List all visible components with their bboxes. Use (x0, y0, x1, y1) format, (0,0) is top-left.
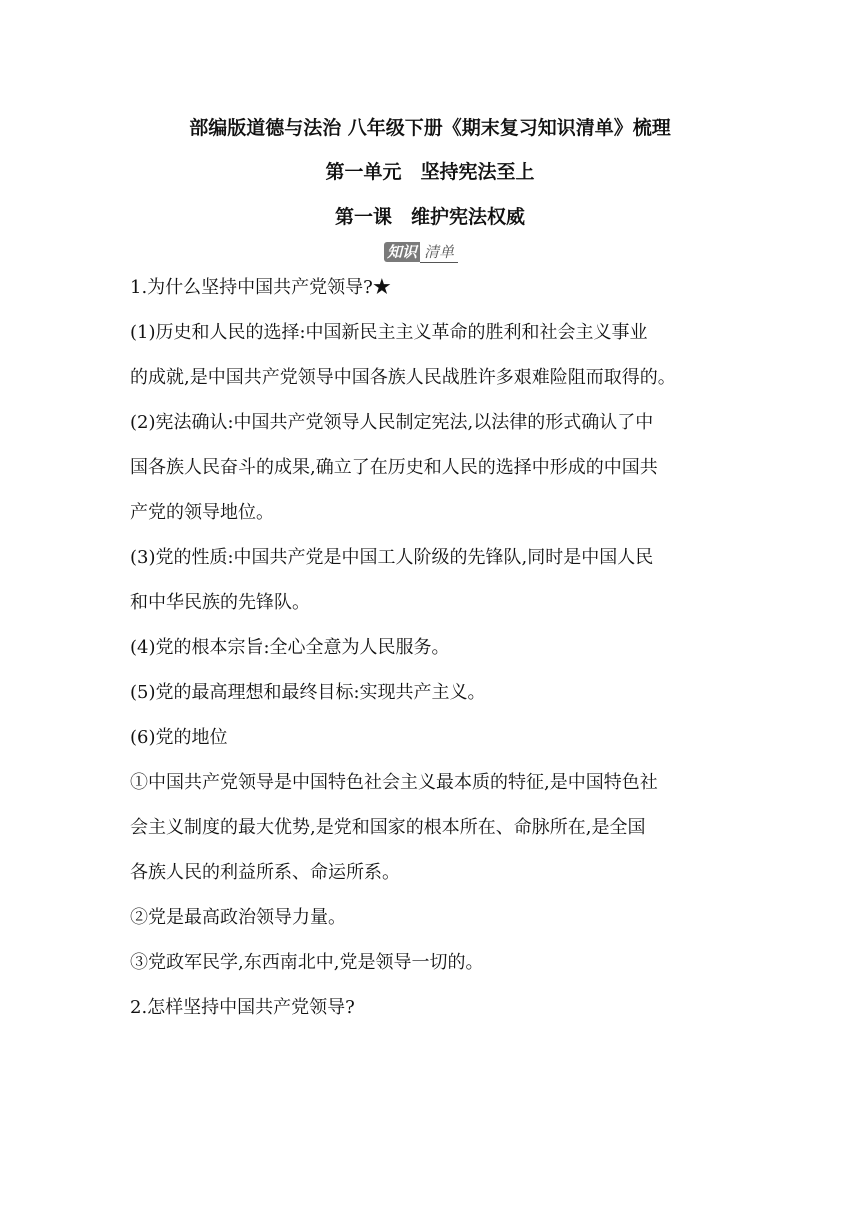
badge-knowledge-label: 知识 (384, 242, 420, 262)
paragraph-line: (6)党的地位 (130, 727, 228, 748)
paragraph-line: 会主义制度的最大优势,是党和国家的根本所在、命脉所在,是全国 (130, 817, 646, 838)
paragraph-line: (5)党的最高理想和最终目标:实现共产主义。 (130, 682, 486, 703)
unit-heading: 第一单元 坚持宪法至上 (325, 161, 535, 183)
paragraph-line: 产党的领导地位。 (130, 502, 274, 523)
question-2: 2.怎样坚持中国共产党领导? (130, 997, 355, 1018)
question-1: 1.为什么坚持中国共产党领导?★ (130, 277, 391, 298)
paragraph-line: 国各族人民奋斗的成果,确立了在历史和人民的选择中形成的中国共 (130, 457, 658, 478)
document-title: 部编版道德与法治 八年级下册《期末复习知识清单》梳理 (189, 117, 671, 139)
paragraph-line: 的成就,是中国共产党领导中国各族人民战胜许多艰难险阻而取得的。 (130, 367, 676, 388)
paragraph-line: (4)党的根本宗旨:全心全意为人民服务。 (130, 637, 450, 658)
paragraph-line: 各族人民的利益所系、命运所系。 (130, 862, 400, 883)
paragraph-line: (2)宪法确认:中国共产党领导人民制定宪法,以法律的形式确认了中 (130, 412, 654, 433)
paragraph-line: (1)历史和人民的选择:中国新民主主义革命的胜利和社会主义事业 (130, 322, 648, 343)
knowledge-list-badge (384, 240, 476, 264)
paragraph-line: ①中国共产党领导是中国特色社会主义最本质的特征,是中国特色社 (130, 772, 658, 793)
paragraph-line: ②党是最高政治领导力量。 (130, 907, 346, 928)
badge-list-label: 清单 (420, 242, 458, 263)
paragraph-line: ③党政军民学,东西南北中,党是领导一切的。 (130, 952, 484, 973)
paragraph-line: 和中华民族的先锋队。 (130, 592, 310, 613)
paragraph-line: (3)党的性质:中国共产党是中国工人阶级的先锋队,同时是中国人民 (130, 547, 654, 568)
lesson-heading: 第一课 维护宪法权威 (334, 206, 525, 228)
